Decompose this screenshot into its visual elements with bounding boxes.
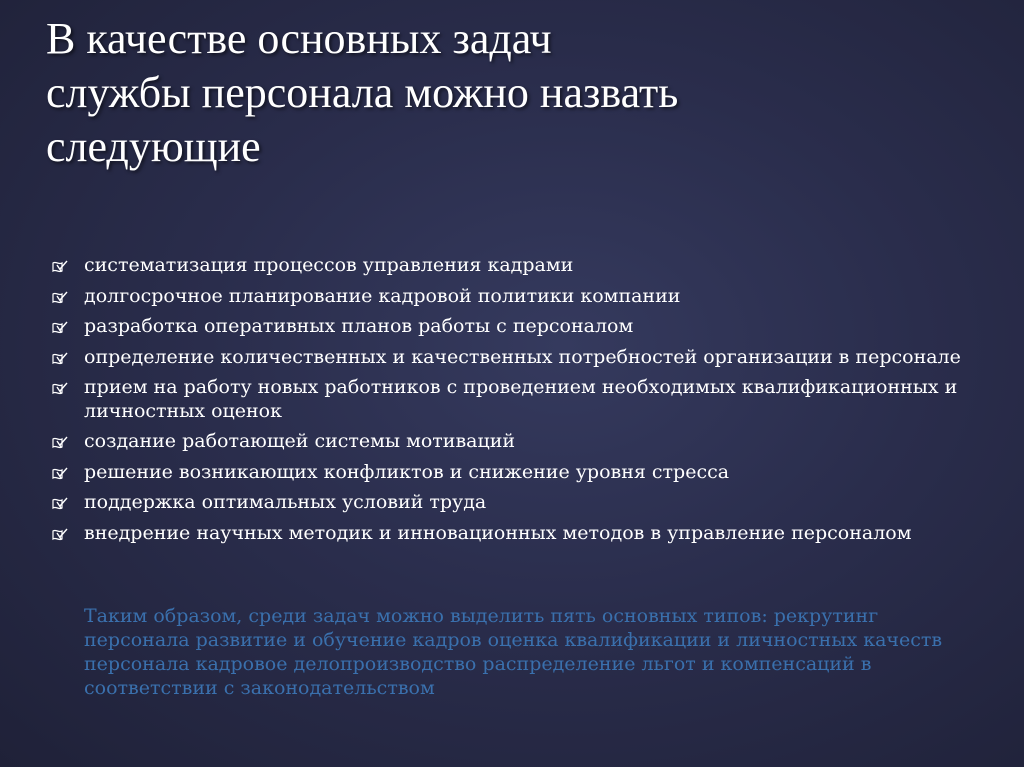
list-item-text: разработка оперативных планов работы с персоналом xyxy=(84,315,634,337)
list-item xyxy=(52,315,982,339)
list-item xyxy=(52,430,982,454)
list-item-text: решение возникающих конфликтов и снижение уровня стресса xyxy=(84,460,730,483)
list-item xyxy=(52,522,982,546)
wavy-checkbox-icon xyxy=(52,352,68,366)
wavy-checkbox-icon xyxy=(52,321,68,335)
wavy-checkbox-icon xyxy=(52,528,68,542)
list-item-text: внедрение научных методик и инновационных методов в управление персоналом xyxy=(84,521,912,544)
wavy-checkbox-icon xyxy=(52,382,68,396)
list-item-text: систематизация процессов управления кадрами xyxy=(84,254,574,276)
title-line: В качестве основных задач xyxy=(46,14,552,63)
wavy-checkbox-icon xyxy=(52,291,68,305)
list-item xyxy=(52,376,982,423)
list-item-text: долгосрочное планирование кадровой политики компании xyxy=(84,284,681,307)
wavy-checkbox-icon xyxy=(52,467,68,481)
list-item-text: создание работающей системы мотиваций xyxy=(84,430,516,452)
summary-paragraph: Таким образом, среди задач можно выделить пять основных типов: рекрутинг персонала развитие и обучение кадров оценка квалификации и личностных качеств персонала кадровое делопроизводство распределение льгот и компенсаций в соответствии с законодательством xyxy=(84,605,943,699)
title-line: следующие xyxy=(46,122,261,171)
list-item xyxy=(52,346,982,370)
title-line: службы персонала можно назвать xyxy=(46,68,679,117)
list-item xyxy=(52,285,982,309)
task-list xyxy=(52,254,982,552)
list-item xyxy=(52,491,982,515)
list-item-text: поддержка оптимальных условий труда xyxy=(84,491,487,513)
list-item xyxy=(52,461,982,485)
slide-title xyxy=(46,12,946,174)
wavy-checkbox-icon xyxy=(52,260,68,274)
list-item-text: определение количественных и качественных потребностей организации в персонале xyxy=(84,345,961,368)
list-item xyxy=(52,254,982,278)
list-item-text: прием на работу новых работников с проведением необходимых квалификационных и личностных оценок xyxy=(84,376,958,422)
wavy-checkbox-icon xyxy=(52,436,68,450)
wavy-checkbox-icon xyxy=(52,497,68,511)
